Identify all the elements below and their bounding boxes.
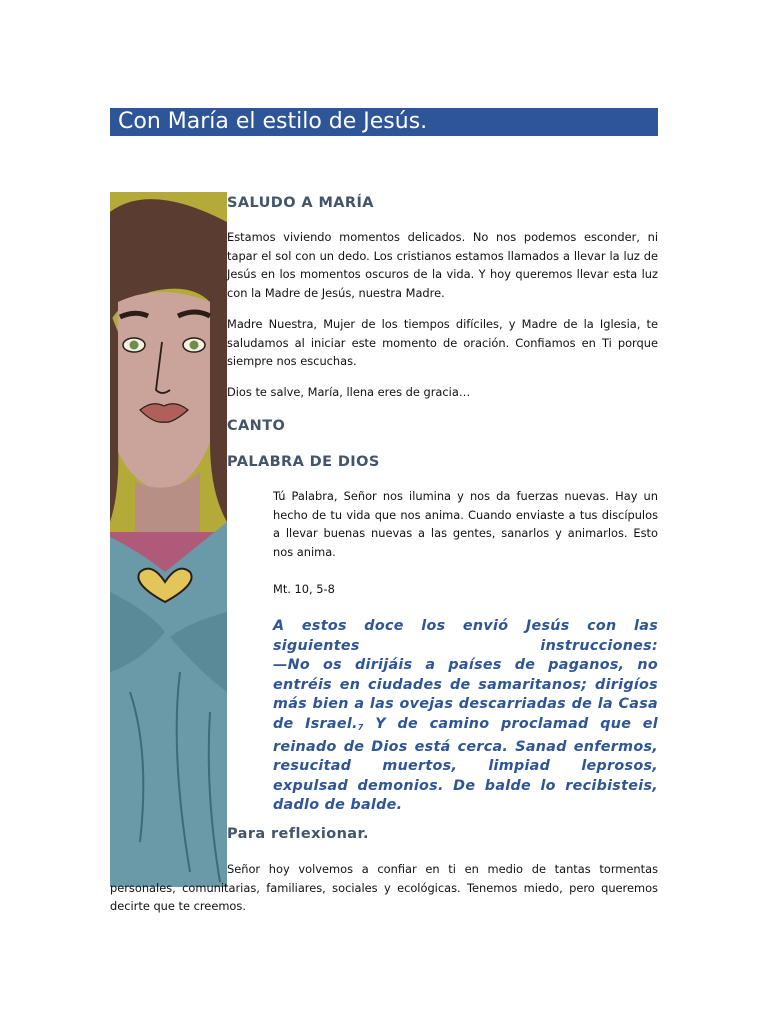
quote-line-2a: —No os dirijáis a países de paganos, no entréis en ciudades de samaritanos; dirigíos más bien a las ovejas descarriadas de la Casa de Israel. (273, 657, 658, 732)
quote-line-2b: Y de camino proclamad que el reinado de Dios está cerca. Sanad enfermos, resucitad muertos, limpiad leprosos, expulsad demonios. De balde lo recibisteis, dadlo de balde. (273, 715, 658, 814)
maria-illustration (110, 192, 227, 887)
paragraph-saludo-1: Estamos viviendo momentos delicados. No nos podemos esconder, ni tapar el sol con un dedo. Los cristianos estamos llamados a llevar la luz de Jesús en los momentos oscuros de la vida. Y hoy queremos llevar esta luz con la Madre de Jesús, nuestra Madre. (227, 230, 658, 301)
paragraph-saludo-2: Madre Nuestra, Mujer de los tiempos difíciles, y Madre de la Iglesia, te saludamos al iniciar este momento de oración. Confiamos en Ti porque siempre nos escuchas. (227, 317, 658, 369)
heading-saludo: SALUDO A MARÍA (227, 195, 374, 211)
scripture-quote (273, 617, 658, 816)
paragraph-reflexion-text: Señor hoy volvemos a confiar en ti en medio de tantas tormentas personales, comunitarias, familiares, sociales y ecológicas. Tenemos miedo, pero queremos decirte que te creemos. (110, 862, 658, 914)
verse-number: 7 (357, 722, 364, 732)
heading-canto: CANTO (227, 418, 286, 434)
quote-line-1: A estos doce los envió Jesús con las siguientes instrucciones: (273, 618, 658, 654)
scripture-reference: Mt. 10, 5-8 (273, 582, 335, 596)
page-title: Con María el estilo de Jesús. (118, 109, 428, 134)
paragraph-reflexion (110, 860, 658, 916)
paragraph-palabra: Tú Palabra, Señor nos ilumina y nos da fuerzas nuevas. Hay un hecho de tu vida que nos anima. Cuando enviaste a tus discípulos a llevar buenas nuevas a las gentes, sanarlos y animarlos. Esto nos anima. (273, 489, 658, 560)
heading-palabra: PALABRA DE DIOS (227, 454, 380, 470)
paragraph-saludo-3: Dios te salve, María, llena eres de gracia… (227, 385, 471, 399)
title-banner (110, 108, 658, 136)
heading-reflexion: Para reflexionar. (227, 826, 369, 842)
